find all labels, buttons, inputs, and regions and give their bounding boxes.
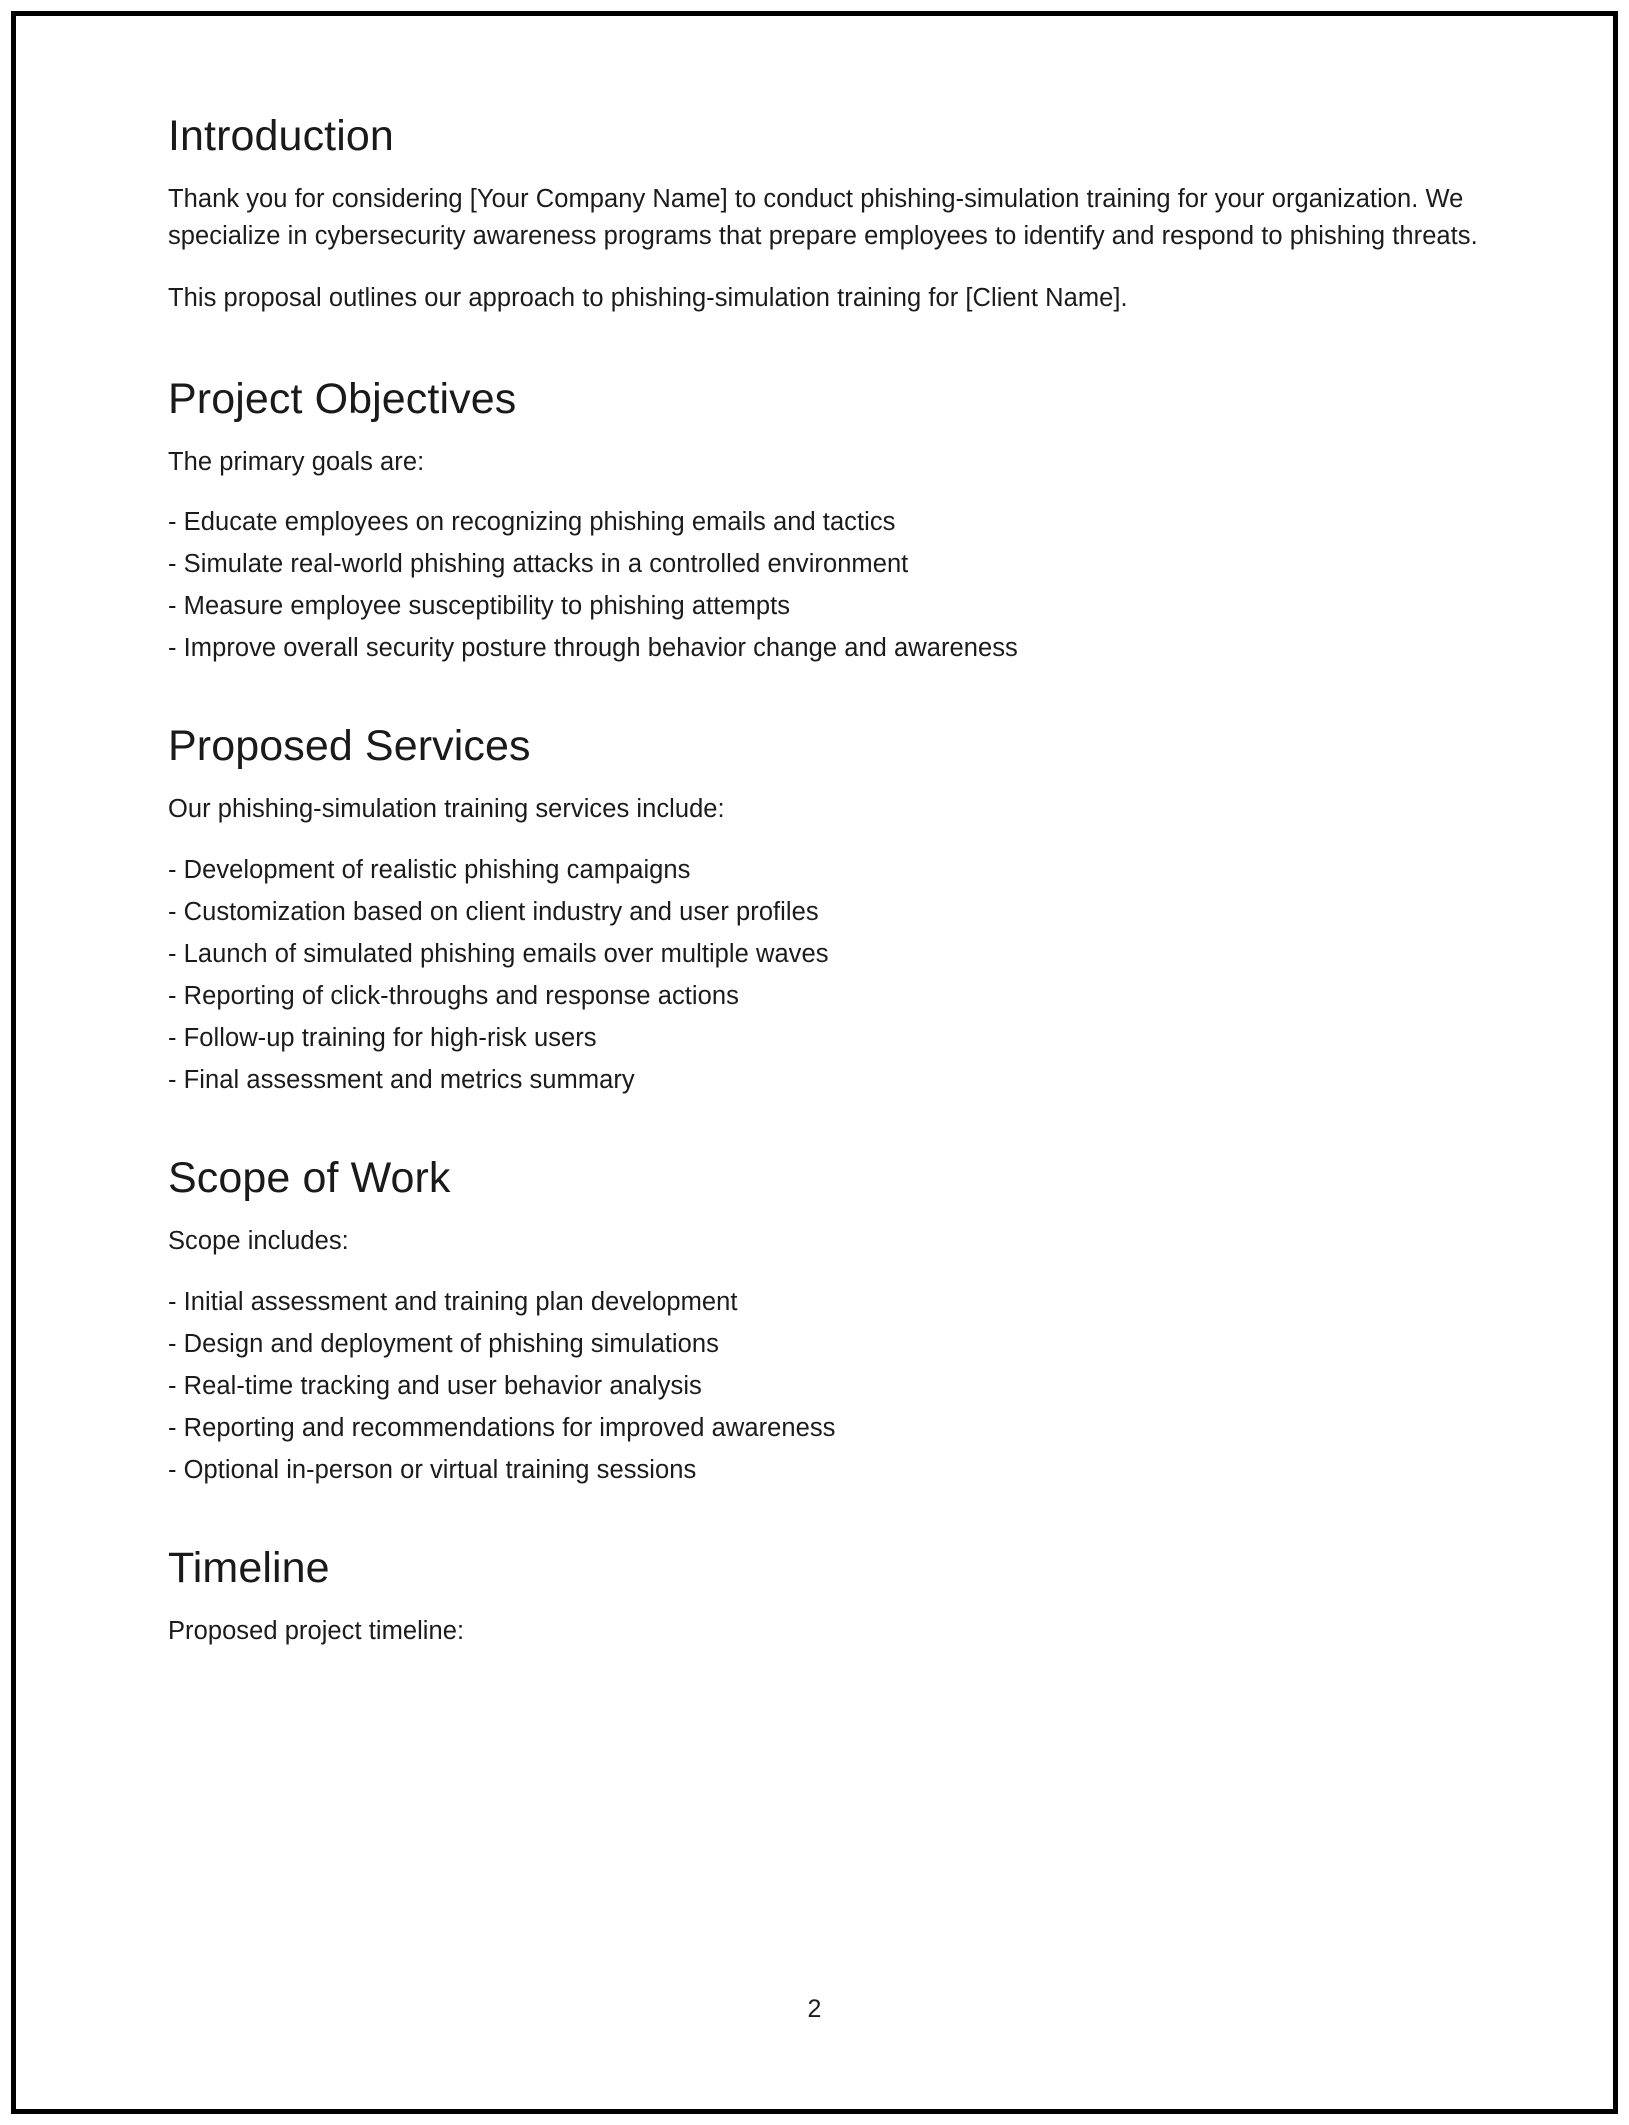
list-item: - Real-time tracking and user behavior analysis xyxy=(168,1371,702,1400)
intro-proposed-services: Our phishing-simulation training services include: xyxy=(168,795,725,824)
heading-project-objectives: Project Objectives xyxy=(168,374,517,423)
list-item: - Launch of simulated phishing emails over multiple waves xyxy=(168,939,829,968)
list-item: - Simulate real-world phishing attacks in a controlled environment xyxy=(168,550,909,579)
list-scope-of-work xyxy=(168,1286,1480,1486)
list-item: - Measure employee susceptibility to phishing attempts xyxy=(168,592,791,621)
spacer xyxy=(168,828,1480,854)
list-item: - Initial assessment and training plan development xyxy=(168,1287,738,1316)
section-introduction xyxy=(168,112,1480,317)
spacer xyxy=(168,1260,1480,1286)
document-body xyxy=(168,112,1480,1649)
list-item: - Improve overall security posture through behavior change and awareness xyxy=(168,634,1018,663)
intro-scope-of-work: Scope includes: xyxy=(168,1227,349,1256)
heading-introduction: Introduction xyxy=(168,112,394,160)
spacer xyxy=(168,770,1480,791)
list-item: - Final assessment and metrics summary xyxy=(168,1065,635,1094)
page-number: 2 xyxy=(807,1995,822,2023)
list-item: - Reporting of click-throughs and response actions xyxy=(168,981,739,1010)
list-item: - Development of realistic phishing campaigns xyxy=(168,855,691,884)
section-proposed-services xyxy=(168,722,1480,1096)
list-item: - Customization based on client industry and user profiles xyxy=(168,897,819,926)
spacer xyxy=(168,480,1480,506)
list-item: - Reporting and recommendations for improved awareness xyxy=(168,1413,836,1442)
list-item: - Follow-up training for high-risk users xyxy=(168,1023,597,1052)
paragraph-intro-1: Thank you for considering [Your Company Name] to conduct phishing-simulation training for your organization. We specialize in cybersecurity awareness programs that prepare employees to identify and respond to phishing threats. xyxy=(168,185,1478,250)
list-proposed-services xyxy=(168,854,1480,1096)
intro-project-objectives: The primary goals are: xyxy=(168,447,425,476)
spacer xyxy=(168,1592,1480,1613)
section-scope-of-work xyxy=(168,1154,1480,1486)
spacer xyxy=(168,1202,1480,1223)
spacer xyxy=(168,160,1480,181)
section-project-objectives xyxy=(168,375,1480,665)
section-timeline xyxy=(168,1544,1480,1650)
list-project-objectives xyxy=(168,506,1480,664)
list-item: - Optional in-person or virtual training sessions xyxy=(168,1455,697,1484)
paragraph-intro-2: This proposal outlines our approach to phishing-simulation training for [Client Name]. xyxy=(168,284,1128,313)
list-item: - Educate employees on recognizing phishing emails and tactics xyxy=(168,508,896,537)
list-item: - Design and deployment of phishing simulations xyxy=(168,1329,719,1358)
heading-timeline: Timeline xyxy=(168,1543,330,1592)
heading-proposed-services: Proposed Services xyxy=(168,722,531,771)
spacer xyxy=(168,254,1480,280)
intro-timeline: Proposed project timeline: xyxy=(168,1616,465,1645)
spacer xyxy=(168,423,1480,444)
heading-scope-of-work: Scope of Work xyxy=(168,1153,451,1202)
